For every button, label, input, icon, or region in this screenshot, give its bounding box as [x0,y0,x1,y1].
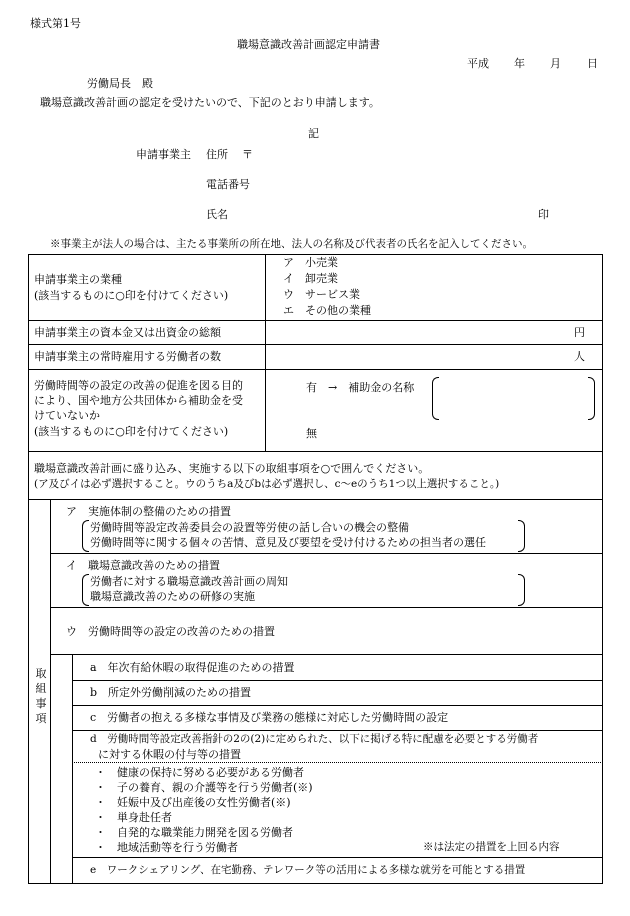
date-era: 平成 [467,57,489,70]
special-worker-item: ・ 子の養育、親の介護等を行う労働者(※) [95,781,313,794]
side-label-measures [34,666,48,726]
page-title: 職場意識改善計画認定申請書 [237,38,380,51]
special-worker-item: ・ 地域活動等を行う労働者 [95,841,238,854]
industry-instruction: (該当するものに○印を付けてください) [34,289,229,302]
section-u-title[interactable]: ウ 労働時間等の設定の改善のための措置 [66,625,275,638]
section-a-item: 労働時間等設定改善委員会の設置等労使の話し合いの機会の整備 [90,521,409,534]
seal-mark: 印 [538,208,549,221]
row-divider [50,553,603,554]
intro-text: 職場意識改善計画の認定を受けたいので、下記のとおり申請します。 [40,96,380,109]
address-label: 住所 [206,148,228,161]
subsidy-label-line: けていないか [34,409,100,422]
bracket-right [588,377,595,420]
side-label-char: 取 [35,667,47,680]
side-label-char: 項 [35,712,47,725]
industry-option-wholesale[interactable]: イ 卸売業 [283,272,338,285]
industry-option-service[interactable]: ウ サービス業 [283,288,360,301]
dotted-divider [72,762,603,763]
row-divider [28,369,603,370]
capital-unit: 円 [574,326,585,339]
capital-label: 申請事業主の資本金又は出資金の総額 [34,326,221,339]
addressee: 労働局長 殿 [87,77,153,90]
measures-instruction-note: (ア及びイは必ず選択すること。ウのうちa及びbは必ず選択し、c〜eのうち1つ以上選択すること。) [34,478,500,490]
side-label-char: 事 [35,697,47,710]
industry-option-other[interactable]: エ その他の業種 [283,304,371,317]
row-divider [72,730,603,731]
side-label-char: 組 [35,682,47,695]
measures-instruction: 職場意識改善計画に盛り込み、実施する以下の取組事項を○で囲んでください。 [34,462,430,475]
subsidy-yes-option[interactable]: 有 → 補助金の名称 [306,381,415,394]
phone-label: 電話番号 [206,178,250,191]
bracket-right [518,520,525,552]
column-divider [50,499,51,884]
special-worker-item: ・ 妊娠中及び出産後の女性労働者(※) [95,796,291,809]
workers-unit: 人 [574,350,585,363]
row-divider [28,344,603,345]
legal-note: ※は法定の措置を上回る内容 [423,841,560,853]
measure-e[interactable]: e ワークシェアリング、在宅勤務、テレワーク等の活用による多様な就労を可能とする措置 [90,864,526,876]
column-divider [265,254,266,451]
row-divider [28,320,603,321]
row-divider [28,499,603,500]
row-divider [72,857,603,858]
measure-c[interactable]: c 労働者の抱える多様な事情及び業務の態様に対応した労働時間の設定 [90,711,449,724]
bracket-left [432,377,439,420]
column-divider [72,654,73,884]
row-divider [72,680,603,681]
industry-option-retail[interactable]: ア 小売業 [283,256,338,269]
row-divider [28,451,603,452]
special-worker-item: ・ 健康の保持に努める必要がある労働者 [95,766,304,779]
name-label: 氏名 [206,208,228,221]
corporate-note: ※事業主が法人の場合は、主たる事業所の所在地、法人の名称及び代表者の氏名を記入してください。 [50,238,533,250]
bracket-left [82,574,89,606]
special-worker-item: ・ 自発的な職業能力開発を図る労働者 [95,826,293,839]
subsidy-label-line: により、国や地方公共団体から補助金を受 [34,394,243,407]
measure-a[interactable]: a 年次有給休暇の取得促進のための措置 [90,661,295,674]
section-a-title[interactable]: ア 実施体制の整備のための措置 [66,505,231,518]
workers-label: 申請事業主の常時雇用する労働者の数 [34,350,221,363]
bracket-left [82,520,89,552]
subsidy-label-line: (該当するものに○印を付けてください) [34,425,229,438]
bracket-right [518,574,525,606]
applicant-label: 申請事業主 [136,148,191,161]
subsidy-label-line: 労働時間等の設定の改善の促進を図る目的 [34,379,243,392]
measure-d-continued: に対する休暇の付与等の措置 [98,748,241,761]
measure-d[interactable]: d 労働時間等設定改善指針の2の(2)に定められた、以下に掲げる特に配慮を必要とする労働者 [90,733,539,745]
row-divider [50,654,603,655]
subsidy-no-option[interactable]: 無 [306,427,317,440]
postal-mark: 〒 [242,148,253,161]
section-i-item: 労働者に対する職場意識改善計画の周知 [90,575,288,588]
section-a-item: 労働時間等に関する個々の苦情、意見及び要望を受け付けるための担当者の選任 [90,536,486,549]
date-month: 月 [550,57,561,70]
ki-heading: 記 [308,127,319,140]
row-divider [50,607,603,608]
measure-b[interactable]: b 所定外労働削減のための措置 [90,686,252,699]
industry-label: 申請事業主の業種 [34,273,122,286]
form-number: 様式第1号 [30,17,81,30]
row-divider [72,705,603,706]
section-i-title[interactable]: イ 職場意識改善のための措置 [66,559,220,572]
special-worker-item: ・ 単身赴任者 [95,811,172,824]
date-year: 年 [514,57,525,70]
section-i-item: 職場意識改善のための研修の実施 [90,590,255,603]
date-day: 日 [587,57,598,70]
